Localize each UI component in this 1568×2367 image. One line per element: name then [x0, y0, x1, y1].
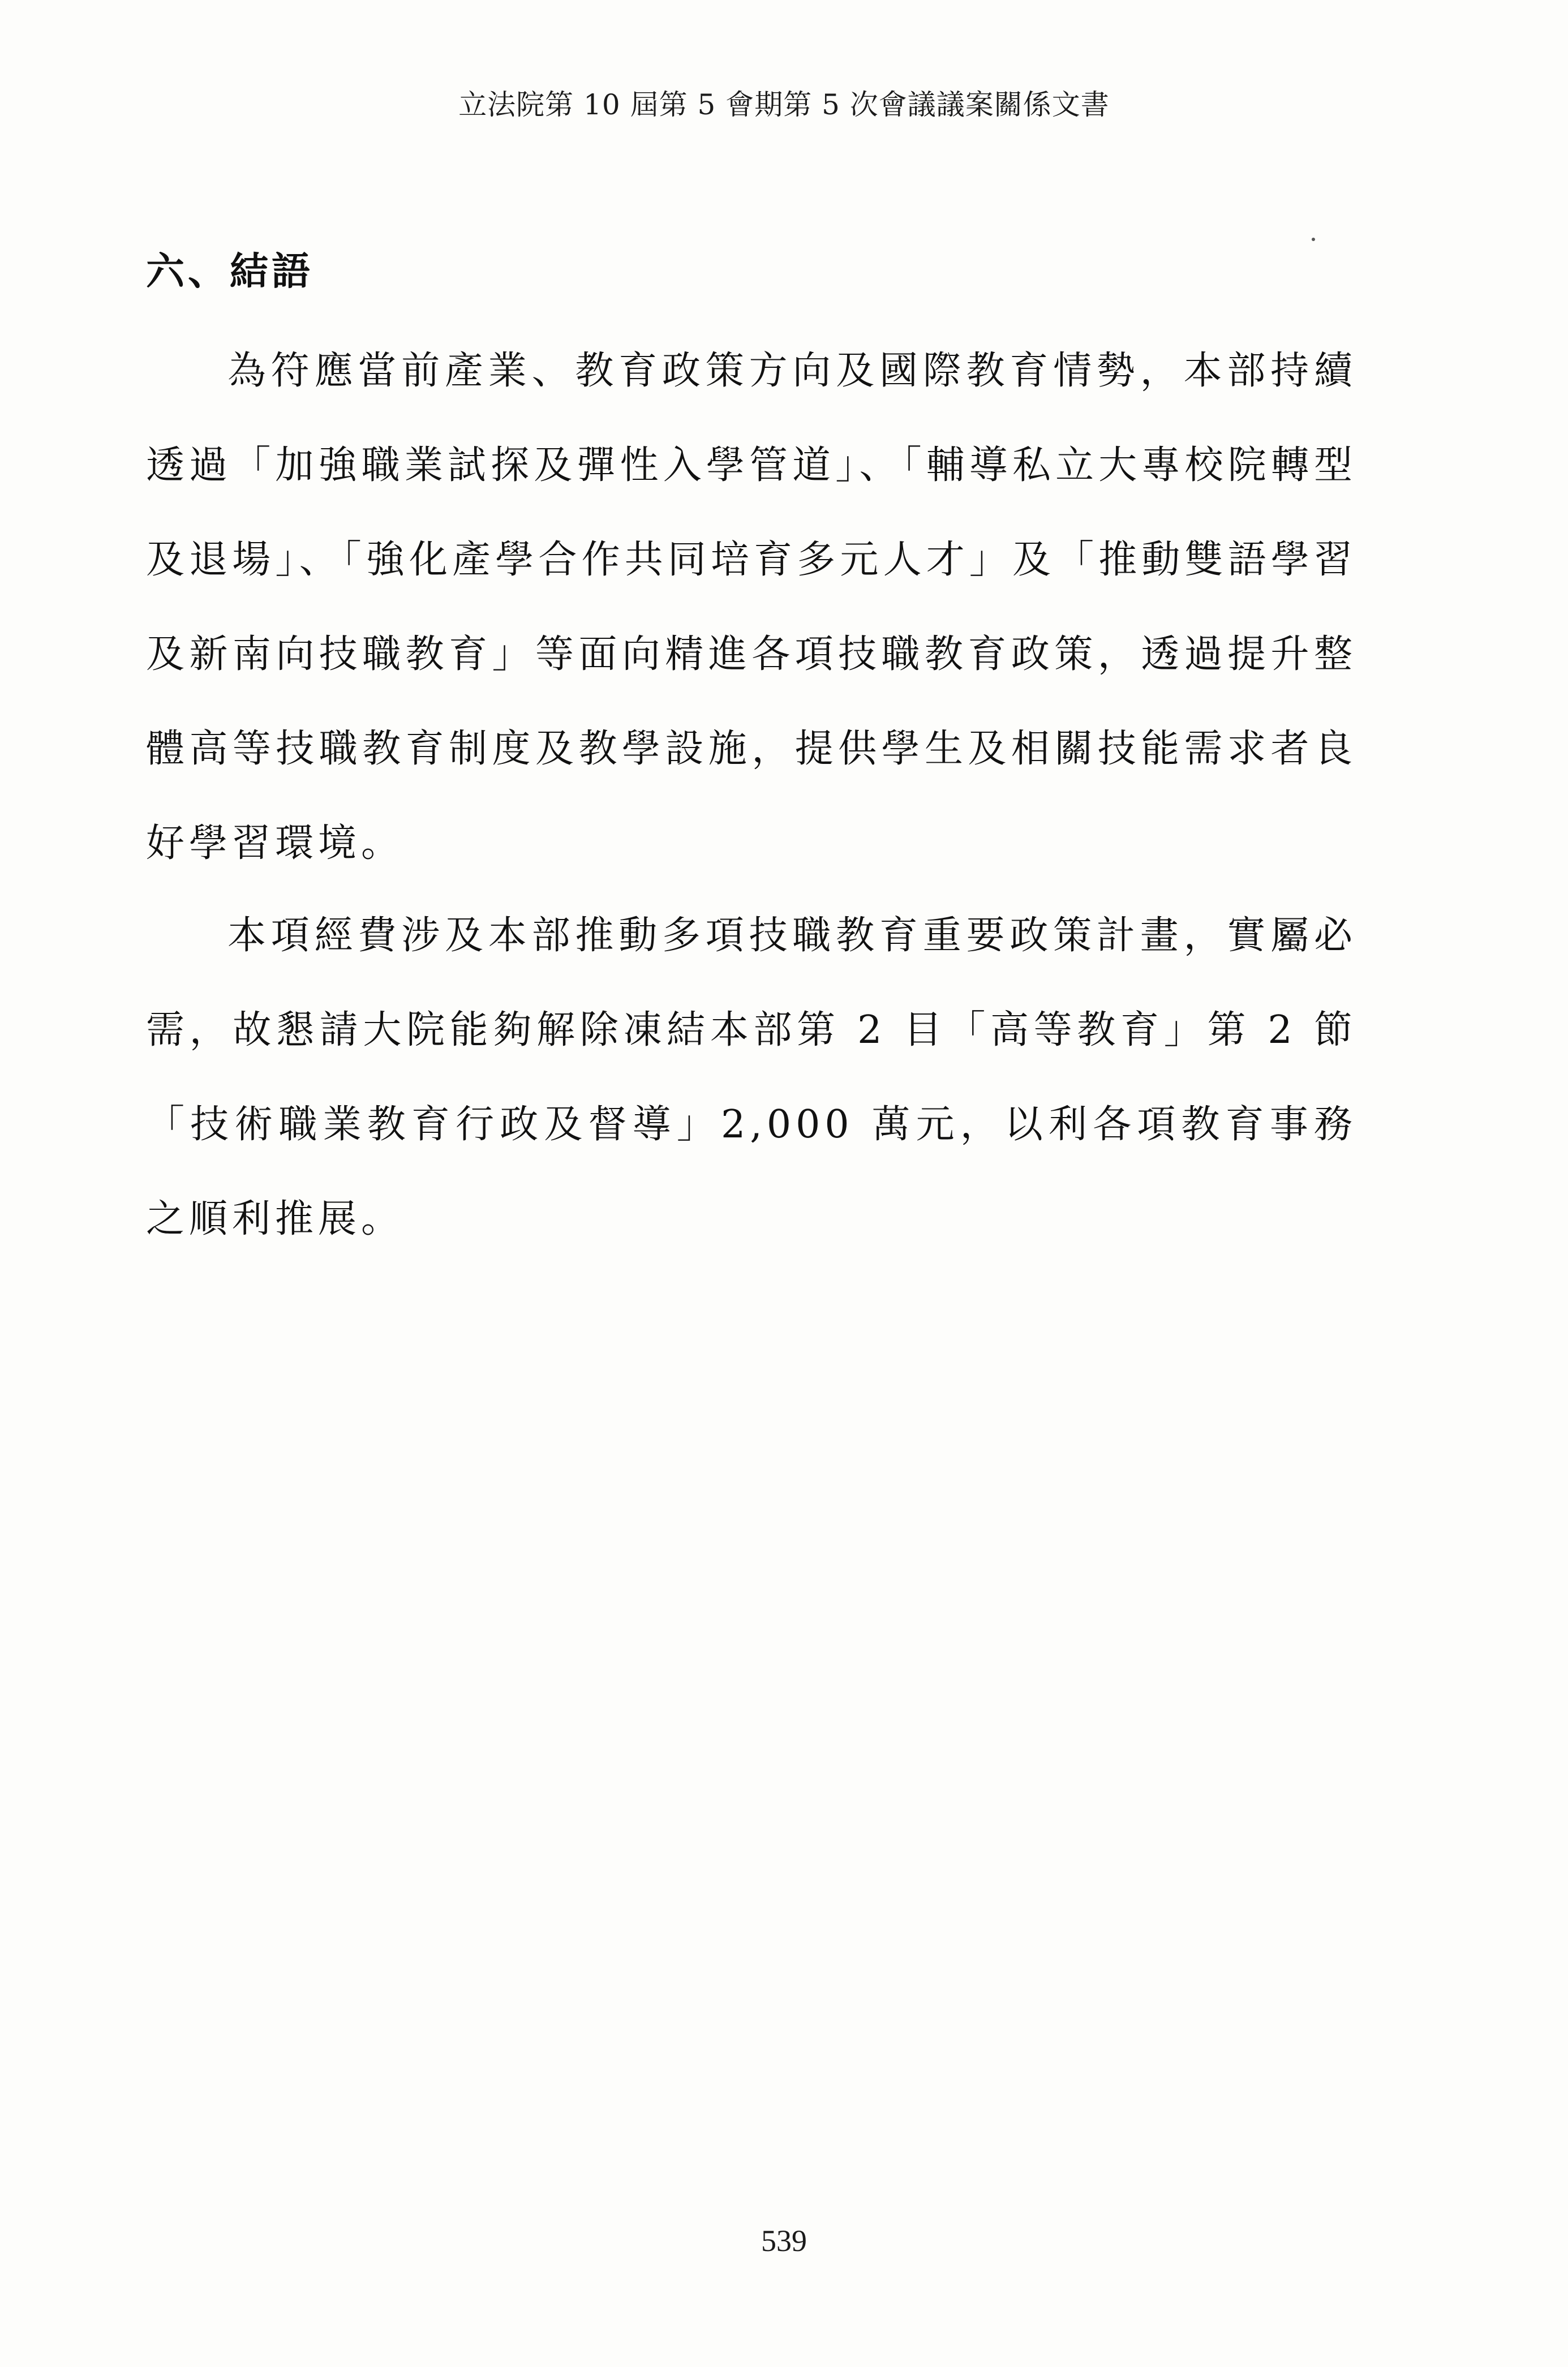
- paragraph-2: 本項經費涉及本部推動多項技職教育重要政策計畫，實屬必需，故懇請大院能夠解除凍結本部第 2 目「高等教育」第 2 節「技術職業教育行政及督導」2,000 萬元，以利各項教育事務之順利推展。: [146, 913, 1357, 1242]
- page-number: 539: [761, 2224, 807, 2258]
- section-heading: 六、結語: [146, 249, 314, 294]
- running-header: 立法院第 10 屆第 5 會期第 5 次會議議案關係文書: [458, 88, 1110, 121]
- document-body: [146, 243, 1357, 1264]
- paragraph-1: 為符應當前產業、教育政策方向及國際教育情勢，本部持續透過「加強職業試探及彈性入學管道」、「輔導私立大專校院轉型及退場」、「強化產學合作共同培育多元人才」及「推動雙語學習及新南向技職教育」等面向精進各項技職教育政策，透過提升整體高等技職教育制度及教學設施，提供學生及相關技能需求者良好學習環境。: [146, 349, 1357, 866]
- scan-speck: [1312, 238, 1315, 241]
